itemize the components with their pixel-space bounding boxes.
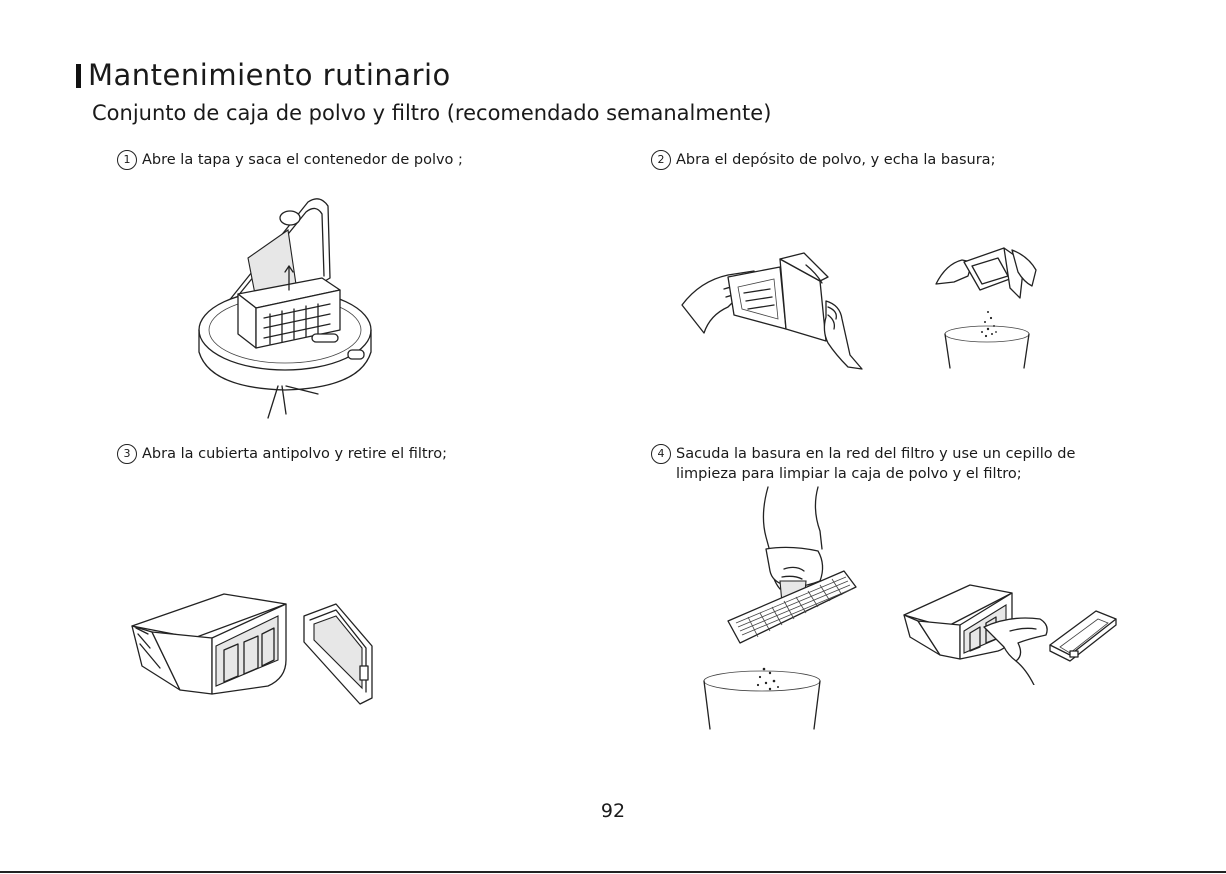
page-number: 92 xyxy=(600,800,626,822)
bottom-divider xyxy=(0,871,1226,873)
empty-trash-illustration xyxy=(928,242,1043,372)
step-text: Abra el depósito de polvo, y echa la basura; xyxy=(676,152,996,168)
step-number-badge: 1 xyxy=(117,150,137,170)
section-subtitle: Conjunto de caja de polvo y filtro (recomendado semanalmente) xyxy=(92,101,772,125)
title-accent-bar xyxy=(76,64,81,88)
step-4 xyxy=(651,444,1075,484)
filter-illustration xyxy=(300,602,385,707)
step-3 xyxy=(117,444,447,464)
brush-filter-illustration xyxy=(700,485,860,735)
page-title: Mantenimiento rutinario xyxy=(88,58,451,92)
open-dust-box-illustration xyxy=(680,245,870,375)
step-text: Abre la tapa y saca el contenedor de polvo ; xyxy=(142,152,463,168)
step-text: Abra la cubierta antipolvo y retire el filtro; xyxy=(142,446,447,462)
robot-lid-open-illustration xyxy=(190,190,400,425)
step-number-badge: 4 xyxy=(651,444,671,464)
step-text: Sacuda la basura en la red del filtro y use un cepillo de xyxy=(676,446,1076,462)
dust-box-open-illustration xyxy=(128,590,293,700)
step-text-continued: limpieza para limpiar la caja de polvo y el filtro; xyxy=(676,466,1022,482)
step-2 xyxy=(651,150,995,170)
step-number-badge: 2 xyxy=(651,150,671,170)
step-1 xyxy=(117,150,463,170)
wipe-dust-box-illustration xyxy=(900,575,1120,685)
step-number-badge: 3 xyxy=(117,444,137,464)
